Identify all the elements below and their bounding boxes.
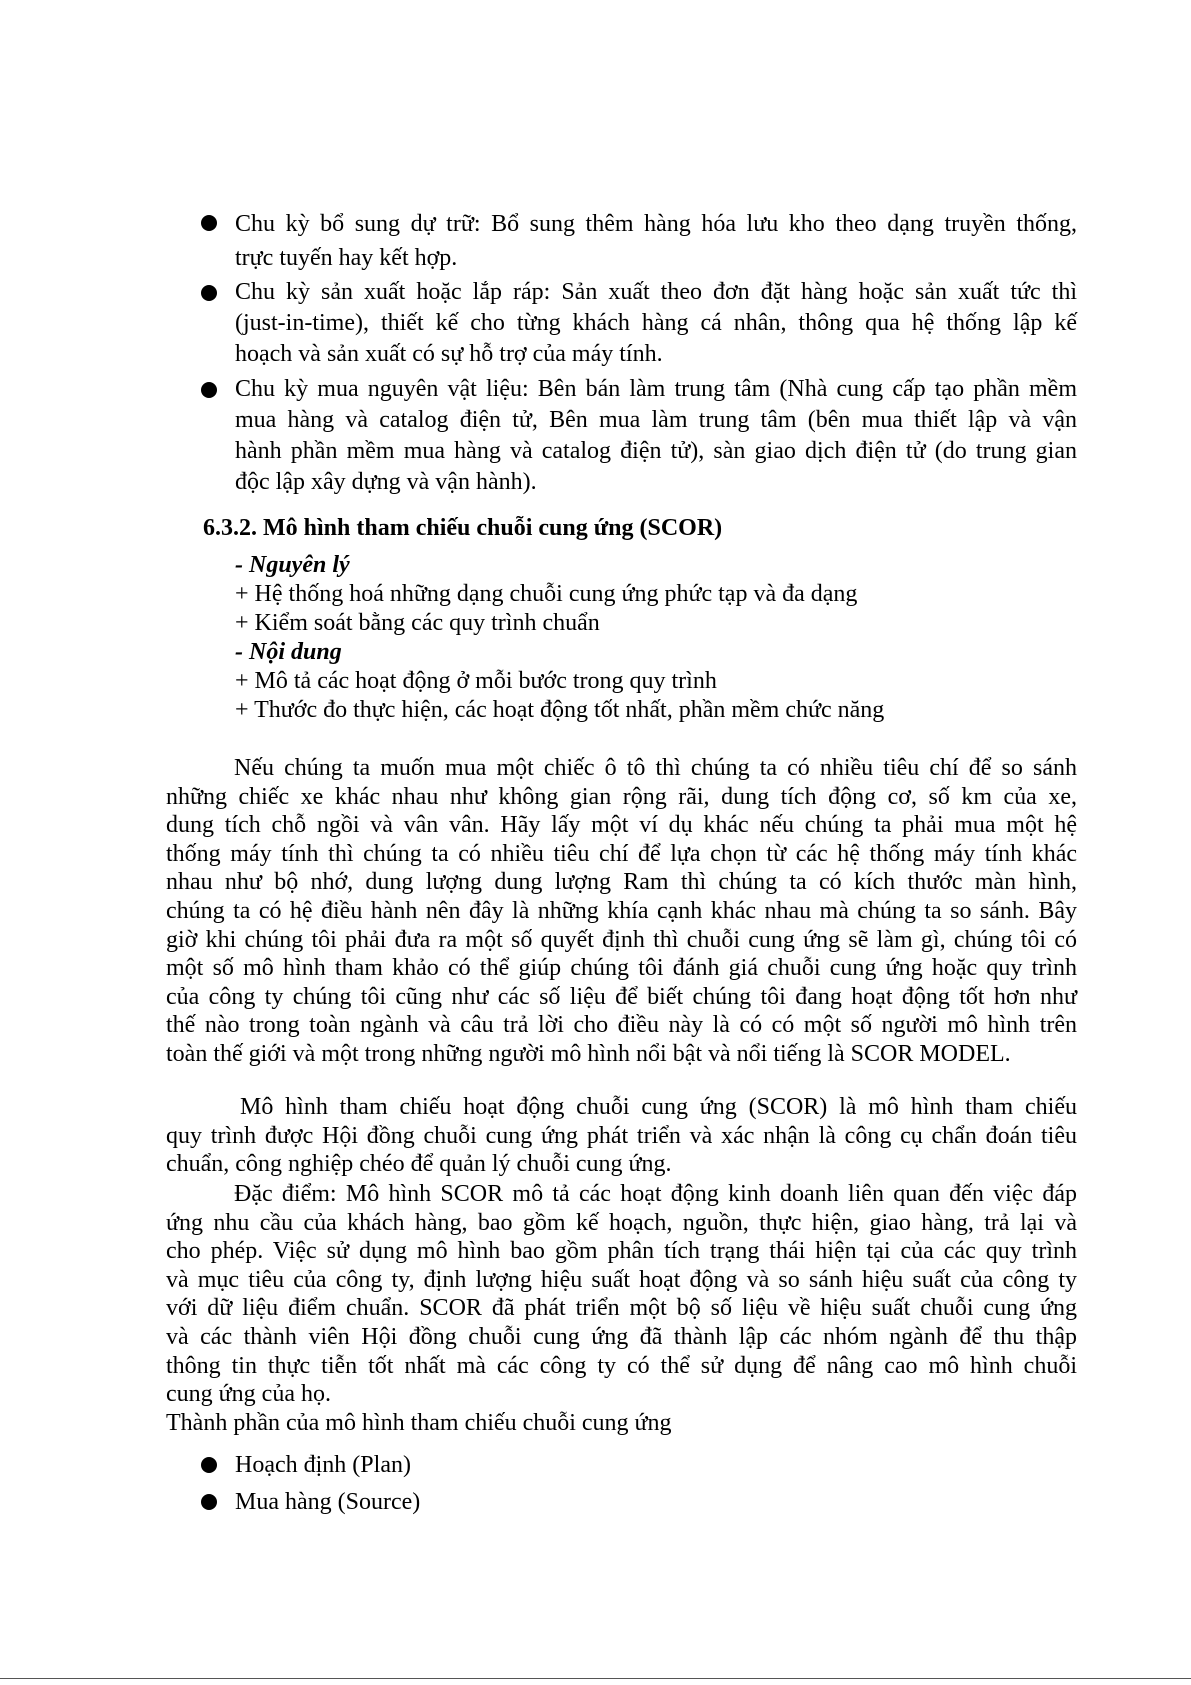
text-line: của công ty chúng tôi cũng như các số liệu để biết chúng tôi đang hoạt động tốt hơn như bbox=[166, 983, 1077, 1010]
content-item: + Thước đo thực hiện, các hoạt động tốt nhất, phần mềm chức năng bbox=[235, 697, 885, 723]
bullet-dot-icon bbox=[201, 1457, 217, 1473]
text-line: toàn thế giới và một trong những người mô hình nổi bật và nổi tiếng là SCOR MODEL. bbox=[166, 1040, 1011, 1067]
text-line: hoạch và sản xuất có sự hỗ trợ của máy tính. bbox=[235, 341, 663, 367]
text-line: nhau như bộ nhớ, dung lượng dung lượng Ram thì chúng ta có kích thước màn hình, bbox=[166, 869, 1077, 896]
paragraph-scor-characteristics bbox=[166, 1180, 1077, 1409]
bullet-dot-icon bbox=[201, 215, 217, 231]
scor-outline bbox=[235, 551, 884, 725]
text-line: Nếu chúng ta muốn mua một chiếc ô tô thì chúng ta có nhiều tiêu chí để so sánh bbox=[234, 755, 1077, 781]
content-item: + Mô tả các hoạt động ở mỗi bước trong quy trình bbox=[235, 668, 717, 694]
text-line: ứng nhu cầu của khách hàng, bao gồm kế hoạch, nguồn, thực hiện, giao hàng, trả lại và bbox=[166, 1209, 1077, 1236]
principle-item: + Hệ thống hoá những dạng chuỗi cung ứng phức tạp và đa dạng bbox=[235, 581, 858, 607]
text-line: thế nào trong toàn ngành và câu trả lời cho điều này là có có một số người mô hình trên bbox=[166, 1012, 1077, 1039]
paragraph-scor-definition bbox=[166, 1093, 1077, 1179]
bullet-text bbox=[235, 207, 1077, 275]
text-line: những chiếc xe khác nhau như không gian rộng rãi, dung tích động cơ, số km của xe, bbox=[166, 783, 1077, 810]
text-line: hành phần mềm mua hàng và catalog điện tử), sàn giao dịch điện tử (do trung gian bbox=[235, 438, 1077, 464]
text-line: Chu kỳ mua nguyên vật liệu: Bên bán làm trung tâm (Nhà cung cấp tạo phần mềm bbox=[235, 376, 1077, 402]
text-line: mua hàng và catalog điện tử, Bên mua làm trung tâm (bên mua thiết lập và vận bbox=[235, 407, 1077, 433]
text-line: thống máy tính thì chúng ta có nhiều tiêu chí để lựa chọn từ các hệ thống máy tính khác bbox=[166, 840, 1077, 867]
text-line: cho phép. Việc sử dụng mô hình bao gồm phân tích trạng thái hiện tại của các quy trình bbox=[166, 1238, 1077, 1265]
text-line: Chu kỳ bổ sung dự trữ: Bổ sung thêm hàng hóa lưu kho theo dạng truyền thống, bbox=[235, 211, 1077, 237]
text-line: chuẩn, công nghiệp chéo để quản lý chuỗi cung ứng. bbox=[166, 1151, 672, 1178]
text-line: chúng ta có hệ điều hành nên đây là những khía cạnh khác nhau mà chúng ta so sánh. Bây bbox=[166, 897, 1077, 924]
text-line: một số mô hình tham khảo có thể giúp chúng tôi đánh giá chuỗi cung ứng hoặc quy trình bbox=[166, 955, 1077, 982]
principle-label: - Nguyên lý bbox=[235, 552, 350, 578]
bullet-dot-icon bbox=[201, 285, 217, 301]
text-line: và các thành viên Hội đồng chuỗi cung ứng đã thành lập các nhóm ngành để thu thập bbox=[166, 1323, 1077, 1350]
bullet-dot-icon bbox=[201, 1494, 217, 1510]
text-line: Mô hình tham chiếu hoạt động chuỗi cung ứng (SCOR) là mô hình tham chiếu bbox=[240, 1094, 1077, 1120]
text-line: với dữ liệu điểm chuẩn. SCOR đã phát triển một bộ số liệu về hiệu suất chuỗi cung ứng bbox=[166, 1295, 1077, 1322]
content-label: - Nội dung bbox=[235, 639, 342, 665]
text-line: (just-in-time), thiết kế cho từng khách hàng cá nhân, thông qua hệ thống lập kế bbox=[235, 310, 1077, 336]
text-line: cung ứng của họ. bbox=[166, 1381, 331, 1408]
footer-divider bbox=[0, 1678, 1191, 1679]
text-line: giờ khi chúng tôi phải đưa ra một số quyết định thì chuỗi cung ứng sẽ làm gì, chúng tôi có bbox=[166, 926, 1077, 953]
bullet-dot-icon bbox=[201, 382, 217, 398]
paragraph-car-analogy bbox=[166, 754, 1077, 1069]
components-caption: Thành phần của mô hình tham chiếu chuỗi cung ứng bbox=[166, 1410, 672, 1436]
bullet-text: Mua hàng (Source) bbox=[235, 1489, 421, 1515]
text-line: Chu kỳ sản xuất hoặc lắp ráp: Sản xuất theo đơn đặt hàng hoặc sản xuất tức thì bbox=[235, 279, 1077, 305]
text-line: dung tích chỗ ngồi và vân vân. Hãy lấy một ví dụ khác nếu chúng ta phải mua một hệ bbox=[166, 812, 1077, 839]
text-line: và mục tiêu của công ty, định lượng hiệu suất hoạt động và so sánh hiệu suất của công ty bbox=[166, 1266, 1077, 1293]
text-line: độc lập xây dựng và vận hành). bbox=[235, 469, 537, 495]
text-line: trực tuyến hay kết hợp. bbox=[235, 245, 458, 271]
principle-item: + Kiểm soát bằng các quy trình chuẩn bbox=[235, 610, 600, 636]
bullet-text bbox=[235, 277, 1077, 370]
bullet-text: Hoạch định (Plan) bbox=[235, 1452, 411, 1478]
text-line: Đặc điểm: Mô hình SCOR mô tả các hoạt động kinh doanh liên quan đến việc đáp bbox=[234, 1181, 1077, 1207]
bullet-text bbox=[235, 374, 1077, 498]
section-heading: 6.3.2. Mô hình tham chiếu chuỗi cung ứng (SCOR) bbox=[203, 515, 723, 541]
text-line: thông tin thực tiễn tốt nhất mà các công ty có thể sử dụng để nâng cao mô hình chuỗi bbox=[166, 1352, 1077, 1379]
text-line: quy trình được Hội đồng chuỗi cung ứng phát triển và xác nhận là công cụ chẩn đoán tiêu bbox=[166, 1122, 1077, 1149]
